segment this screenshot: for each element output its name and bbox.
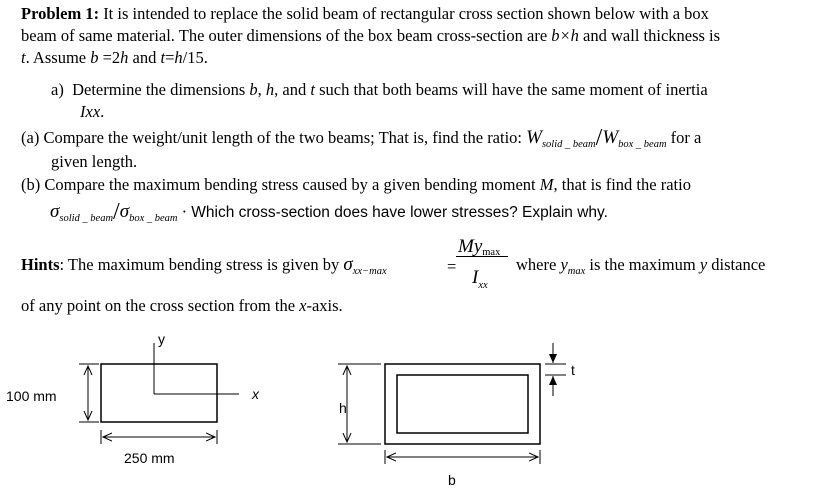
hints-numerator: Mymax [458, 236, 501, 258]
hints-equals: = [447, 257, 457, 276]
hints-line-1-tail: where $y_{max}$ is the maximum y distance [516, 255, 766, 277]
y-axis-label: y [158, 331, 165, 347]
box-beam-outer [385, 364, 540, 444]
hints-denominator: $I_{xx}$ [472, 267, 488, 291]
problem-line-2: beam of same material. The outer dimensions of the box beam cross-section are b×h and wall thickness is [21, 26, 721, 45]
part-a2-line-1: (a) Compare the weight/unit length of the two beams; That is, find the ratio: $W_{solid \_ beam}/W_{box \_ beam}$ for a [21, 125, 702, 151]
part-a-line-2: Ixx. [80, 102, 105, 121]
problem-line-1: Problem 1: It is intended to replace the solid beam of rectangular cross section shown below with a box [21, 4, 709, 23]
height-label: 100 mm [6, 388, 57, 404]
problem-heading: Problem 1 [21, 4, 94, 23]
problem-text-1: It is intended to replace the solid beam of rectangular cross section shown below with a box [103, 4, 709, 23]
hints-line-1: Hints: The maximum bending stress is given by $\sigma_{xx-max}$ [21, 254, 387, 277]
h-label: h [339, 400, 347, 416]
width-label: 250 mm [124, 450, 175, 466]
hints-line-2: of any point on the cross section from the x-axis. [21, 296, 343, 315]
t-label: t [571, 362, 575, 378]
problem-line-3: t. Assume b =2h and t=h/15. [21, 48, 208, 67]
part-b-line-1: (b) Compare the maximum bending stress caused by a given bending moment M, that is find the ratio [21, 175, 691, 194]
b-label: b [448, 472, 456, 488]
part-a2-line-2: given length. [51, 152, 138, 171]
x-axis-label: x [252, 386, 259, 402]
part-a-line-1: a) Determine the dimensions b, h, and t such that both beams will have the same moment of inertia [51, 80, 708, 99]
box-beam-inner [397, 375, 528, 433]
solid-beam-section [101, 364, 217, 422]
part-b-line-2: $\sigma_{solid \_ beam}/\sigma_{box \_ beam}$ · Which cross-section does have lower stresses? Explain why. [50, 199, 608, 225]
